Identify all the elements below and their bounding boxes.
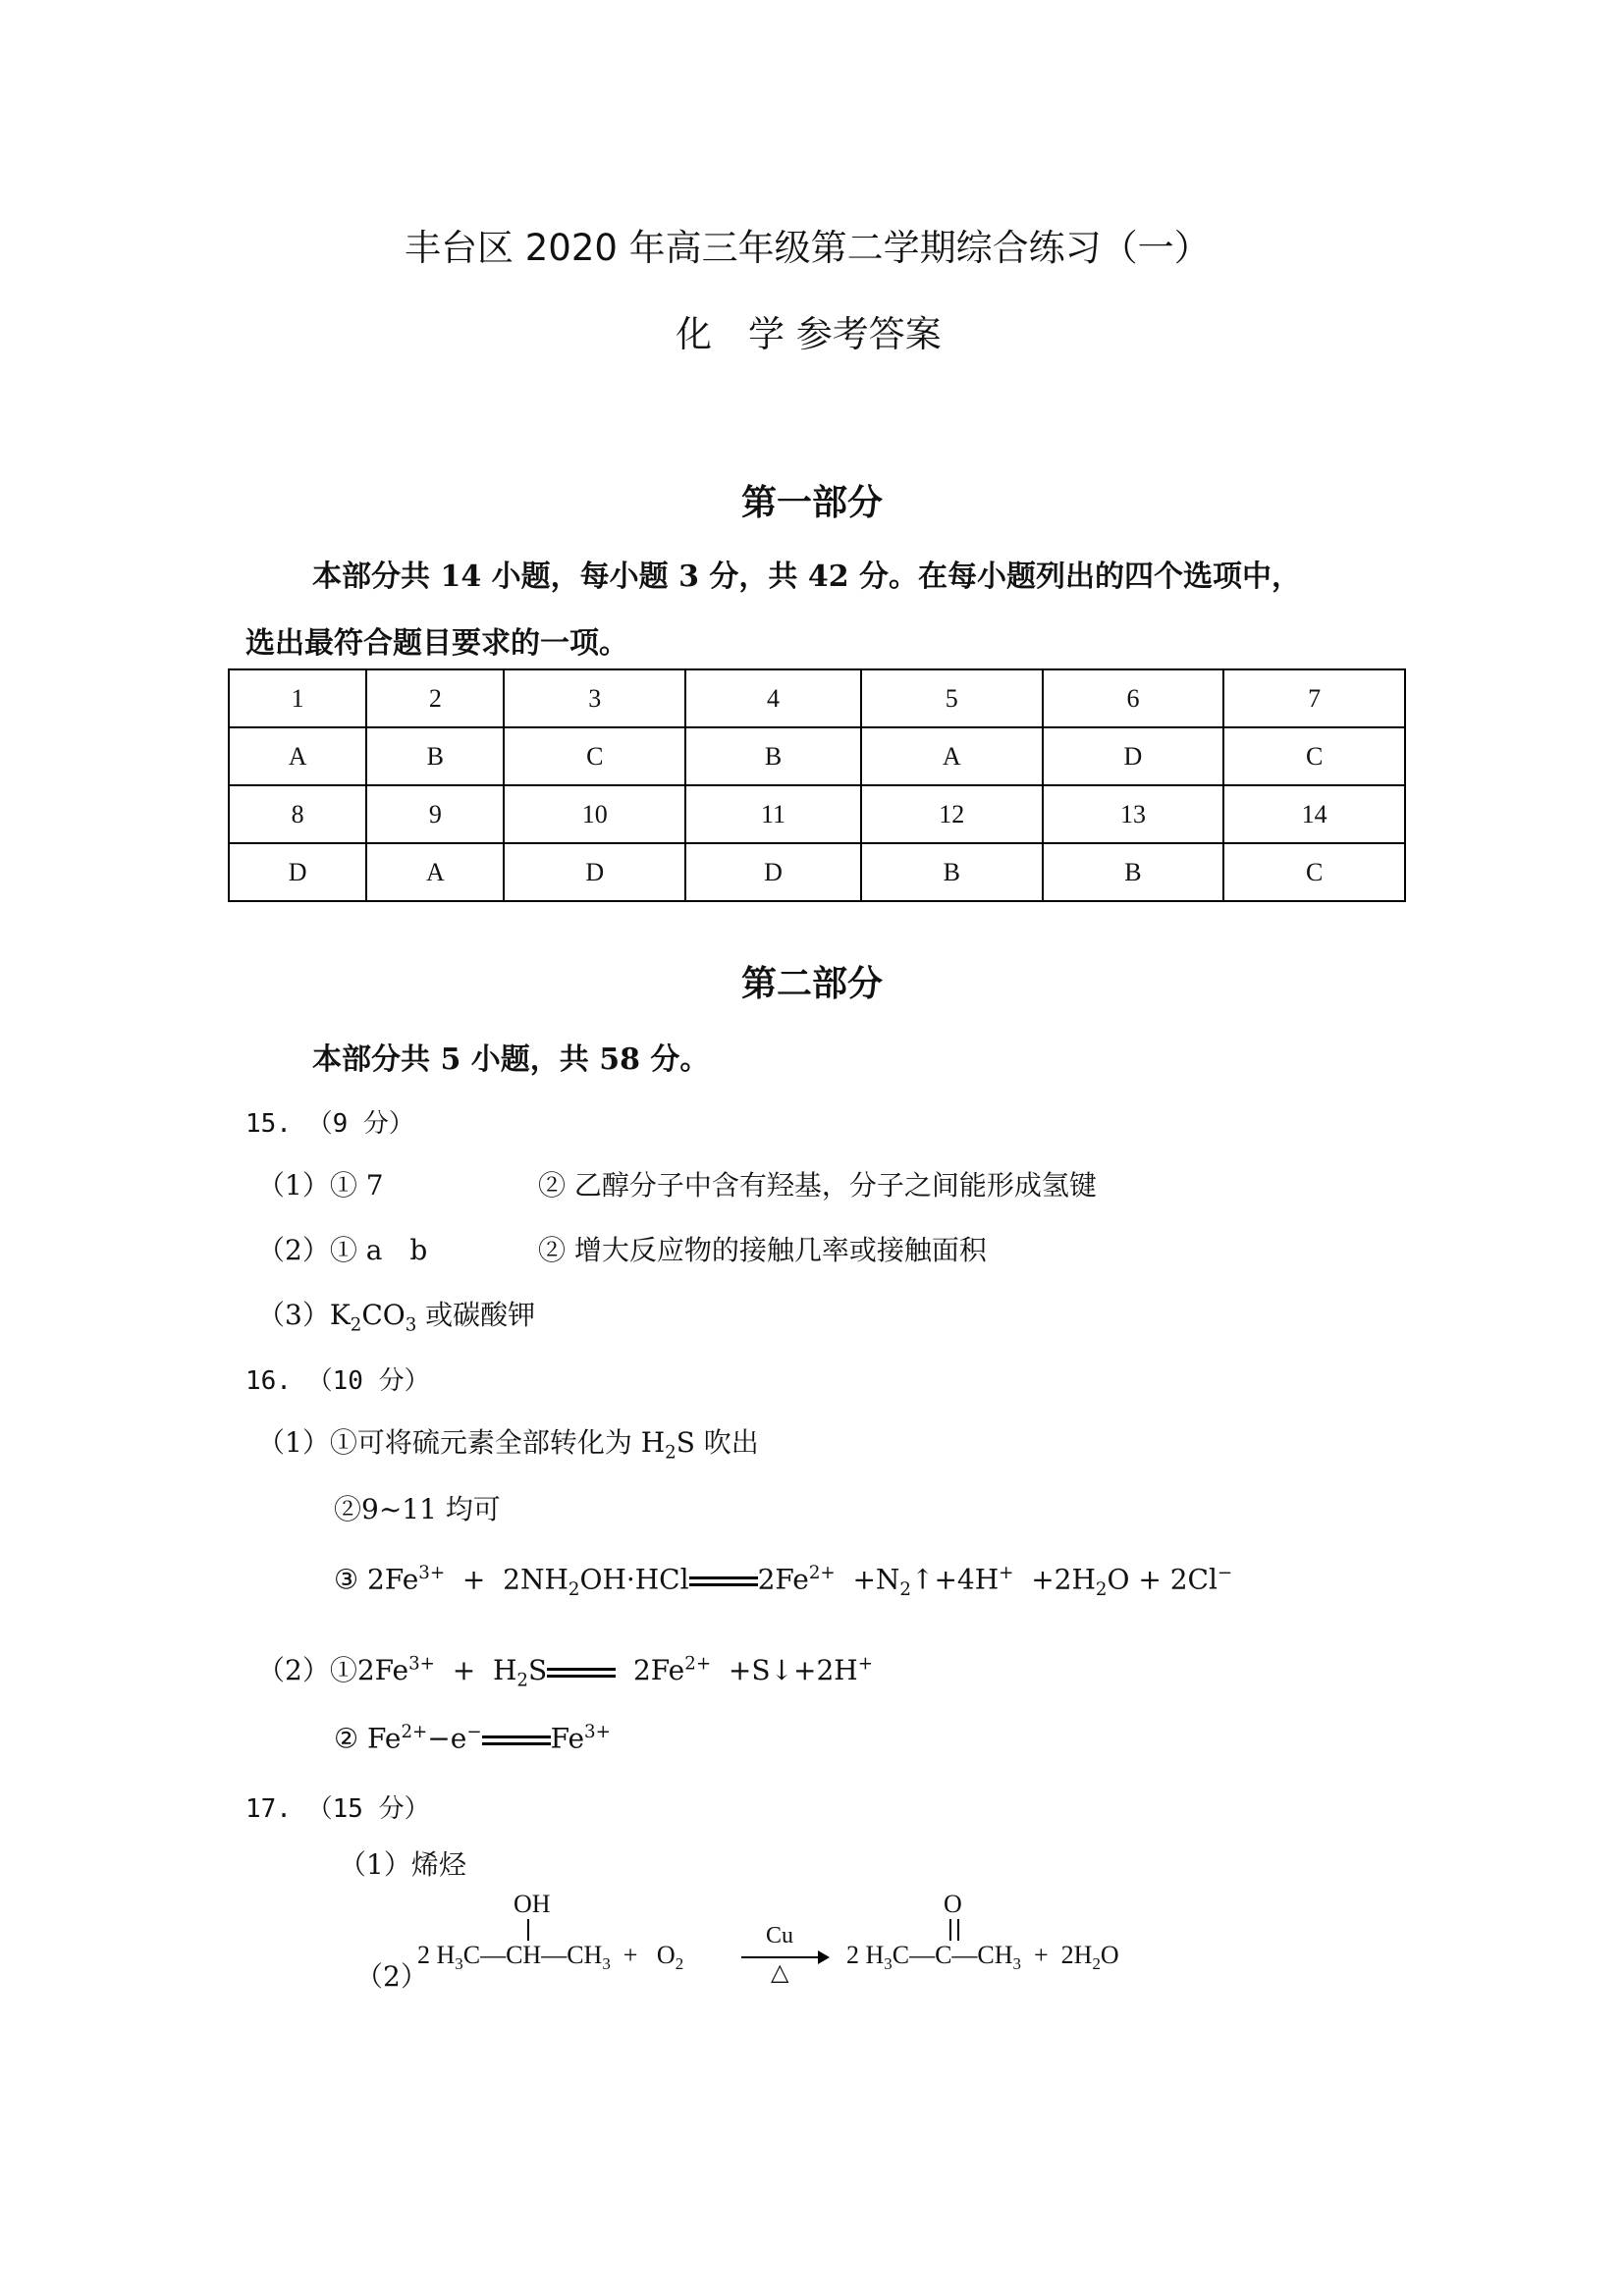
table-cell: 11 — [685, 785, 861, 843]
part1-intro-line2: 选出最符合题目要求的一项。 — [245, 626, 628, 661]
q16-answer-1-text: （1）①可将硫元素全部转化为 H — [257, 1426, 666, 1459]
part2-intro: 本部分共 5 小题，共 58 分。 — [312, 1042, 710, 1077]
q16-answer-2: ②9~11 均可 — [334, 1493, 501, 1525]
table-cell: A — [861, 727, 1043, 785]
table-cell: B — [861, 843, 1043, 901]
equals-sign — [547, 1667, 616, 1679]
q15-answer-3-suffix: 或碳酸钾 — [416, 1299, 536, 1331]
page-title: 丰台区 2020 年高三年级第二学期综合练习（一） — [405, 227, 1211, 269]
equals-sign — [482, 1735, 551, 1746]
table-cell: C — [1223, 727, 1405, 785]
table-row — [229, 785, 1405, 843]
carbonyl-double-bond — [949, 1919, 959, 1941]
q16-heading: 16. （10 分） — [245, 1366, 430, 1396]
part2-heading: 第二部分 — [741, 963, 884, 1004]
q16-eq3-marker: ② — [334, 1722, 359, 1755]
q16-answer-1: （1）①可将硫元素全部转化为 $H_2S$ 吹出 — [257, 1426, 759, 1464]
q16-eq1-marker: ③ — [334, 1563, 359, 1596]
arrow-head — [818, 1950, 830, 1964]
page-subtitle: 化 学 参考答案 — [676, 313, 942, 355]
table-cell: 4 — [685, 669, 861, 727]
table-cell: 10 — [504, 785, 685, 843]
hydroxyl-group-label: OH — [514, 1890, 551, 1918]
table-cell: B — [1043, 843, 1224, 901]
q16-equation-3: ② $Fe^{2+}-e^-$ $Fe^{3+}$ — [334, 1722, 611, 1755]
equals-sign — [689, 1575, 758, 1587]
answer-table — [228, 668, 1406, 902]
part1-intro-line1: 本部分共 14 小题，每小题 3 分，共 42 分。在每小题列出的四个选项中， — [312, 560, 1302, 594]
q15-answer-1b: ② 乙醇分子中含有羟基，分子之间能形成氢键 — [538, 1169, 1097, 1201]
reactant-alcohol: 2 $H_3C—CH—CH_3 + O_2$ — [417, 1941, 684, 1974]
q17-answer-2-label: （2） — [355, 1960, 428, 1993]
q16-equation-2: $(2)①2Fe^{3+} + H_2S$ $2Fe^{2+}$ +S↓+2H+ — [257, 1653, 873, 1691]
table-cell: 14 — [1223, 785, 1405, 843]
table-cell: D — [504, 843, 685, 901]
table-cell: 12 — [861, 785, 1043, 843]
q15-heading: 15. （9 分） — [245, 1109, 414, 1139]
part1-heading: 第一部分 — [741, 482, 884, 523]
table-cell: 7 — [1223, 669, 1405, 727]
table-row — [229, 843, 1405, 901]
q15-answer-1a: （1）① 7 — [257, 1169, 384, 1201]
hydroxyl-bond — [527, 1919, 529, 1941]
q15-answer-2a: （2）① a b — [257, 1234, 428, 1266]
table-cell: A — [229, 727, 366, 785]
table-row — [229, 669, 1405, 727]
q17-reaction — [417, 1890, 1164, 1988]
table-cell: D — [685, 843, 861, 901]
catalyst-label: Cu — [766, 1923, 794, 1949]
carbonyl-oxygen-label: O — [944, 1890, 962, 1918]
table-cell: C — [1223, 843, 1405, 901]
table-cell: C — [504, 727, 685, 785]
q17-heading: 17. （15 分） — [245, 1794, 430, 1824]
table-cell: B — [366, 727, 504, 785]
table-cell: 5 — [861, 669, 1043, 727]
table-cell: 2 — [366, 669, 504, 727]
table-cell: 3 — [504, 669, 685, 727]
table-cell: A — [366, 843, 504, 901]
table-cell: 8 — [229, 785, 366, 843]
table-cell: 9 — [366, 785, 504, 843]
table-cell: D — [1043, 727, 1224, 785]
table-cell: 1 — [229, 669, 366, 727]
q15-answer-3-prefix: （3）K — [257, 1299, 351, 1331]
q15-answer-3: $(3)K_2CO_3$ 或碳酸钾 — [257, 1299, 536, 1336]
q16-equation-1: ③ $2Fe^{3+} + 2NH_2OH\cdot HCl$ $2Fe^{2+}$ $+N_2↑+4H^+ +2H_2O + 2Cl^-$ — [334, 1563, 1233, 1600]
q16-eq2-marker: （2）① — [257, 1654, 357, 1686]
table-cell: 13 — [1043, 785, 1224, 843]
q15-answer-2b: ② 增大反应物的接触几率或接触面积 — [538, 1234, 987, 1266]
table-cell: B — [685, 727, 861, 785]
q16-answer-1-suffix: S 吹出 — [676, 1426, 759, 1459]
heat-symbol: △ — [771, 1960, 789, 1986]
product-ketone: 2 $H_3C—C—CH_3 + 2H_2O$ — [846, 1941, 1119, 1974]
q17-answer-1: （1）烯烃 — [339, 1848, 466, 1881]
table-cell: D — [229, 843, 366, 901]
table-cell: 6 — [1043, 669, 1224, 727]
table-row — [229, 727, 1405, 785]
